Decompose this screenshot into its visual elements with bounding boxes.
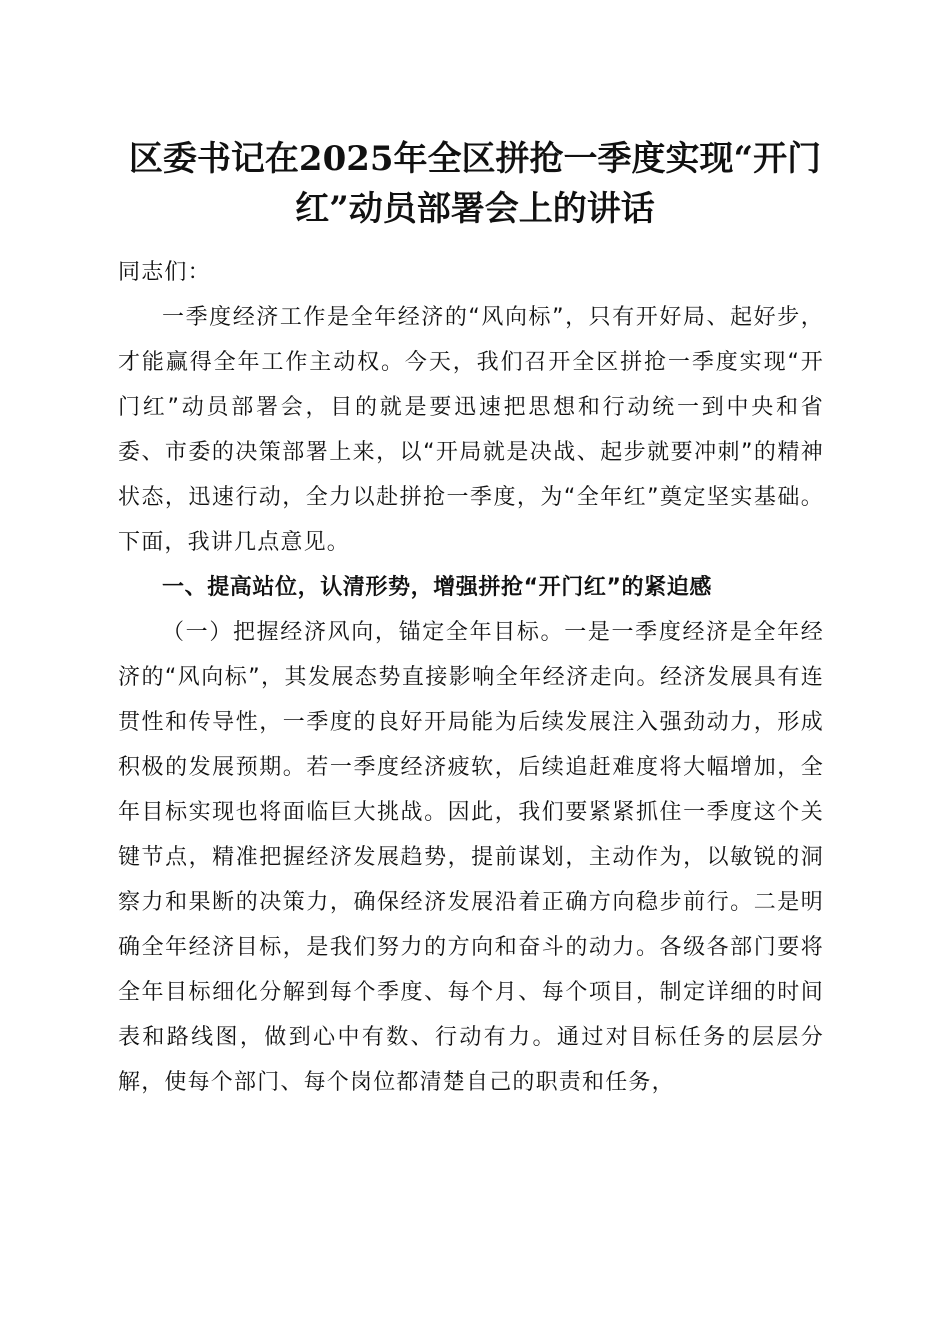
salutation: 同志们： <box>118 260 211 285</box>
intro-paragraph: 一季度经济工作是全年经济的“风向标”，只有开好局、起好步，才能赢得全年工作主动权。今天，我们召开全区拼抢一季度实现“开门红”动员部署会，目的就是要迅速把思想和行动统一到中央和省委、市委的决策部署上来，以“开局就是决战、起步就要冲刺”的精神状态，迅速行动，全力以赴拼抢一季度，为“全年红”奠定坚实基础。下面，我讲几点意见。 <box>118 305 824 555</box>
document-title: 区委书记在2025年全区拼抢一季度实现“开门红”动员部署会上的讲话 <box>128 139 822 229</box>
section-paragraph: （一）把握经济风向，锚定全年目标。一是一季度经济是全年经济的“风向标”，其发展态势直接影响全年经济走向。经济发展具有连贯性和传导性，一季度的良好开局能为后续发展注入强劲动力，形成积极的发展预期。若一季度经济疲软，后续追赶难度将大幅增加，全年目标实现也将面临巨大挑战。因此，我们要紧紧抓住一季度这个关键节点，精准把握经济发展趋势，提前谋划，主动作为，以敏锐的洞察力和果断的决策力，确保经济发展沿着正确方向稳步前行。二是明确全年经济目标，是我们努力的方向和奋斗的动力。各级各部门要将全年目标细化分解到每个季度、每个月、每个项目，制定详细的时间表和路线图，做到心中有数、行动有力。通过对目标任务的层层分解，使每个部门、每个岗位都清楚自己的职责和任务， <box>118 620 824 1095</box>
document-body <box>118 250 824 1105</box>
section-heading: 一、提高站位，认清形势，增强拼抢“开门红”的紧迫感 <box>162 575 712 600</box>
